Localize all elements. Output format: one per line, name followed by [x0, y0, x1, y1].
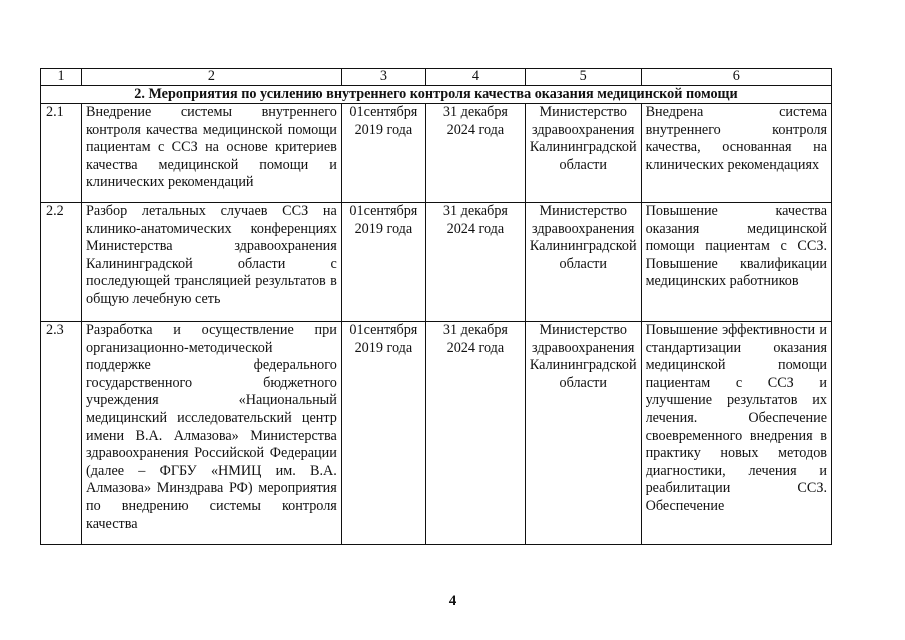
column-number: 1 — [41, 69, 82, 86]
activity-text: Разработка и осуществление при организационно-методической поддержке федерального государственного бюджетного учреждения «Национальный медицинский исследовательский центр имени В.А. Алмазова» Министерства здравоохранения Российской Федерации (далее – ФГБУ «НМИЦ им. В.А. Алмазова» Минздрава РФ) мероприятия по внедрению системы контроля качества — [86, 322, 337, 532]
item-number: 2.2 — [41, 203, 82, 322]
responsible-party: Министерство здравоохранения Калининградской области — [525, 203, 641, 322]
responsible-party: Министерство здравоохранения Калининградской области — [525, 104, 641, 203]
start-date: 01сентября 2019 года — [341, 322, 425, 545]
expected-result: Внедрена система внутреннего контроля качества, основанная на клинических рекомендациях — [641, 104, 831, 203]
end-date: 31 декабря 2024 года — [425, 203, 525, 322]
column-number-row — [41, 69, 832, 86]
item-number: 2.1 — [41, 104, 82, 203]
column-number: 4 — [425, 69, 525, 86]
activity-text: Разбор летальных случаев ССЗ на клинико-анатомических конференциях Министерства здравоохранения Калининградской области с последующей трансляцией результатов в общую лечебную сеть — [82, 203, 342, 322]
page-number: 4 — [448, 593, 457, 609]
end-date: 31 декабря 2024 года — [425, 104, 525, 203]
start-date: 01сентября 2019 года — [341, 104, 425, 203]
end-date: 31 декабря 2024 года — [425, 322, 525, 545]
column-number: 3 — [341, 69, 425, 86]
start-date: 01сентября 2019 года — [341, 203, 425, 322]
column-number: 2 — [82, 69, 342, 86]
responsible-party: Министерство здравоохранения Калининградской области — [525, 322, 641, 545]
expected-result: Повышение качества оказания медицинской помощи пациентам с ССЗ. Повышение квалификации медицинских работников — [641, 203, 831, 322]
column-number: 6 — [641, 69, 831, 86]
section-title: 2. Мероприятия по усилению внутреннего контроля качества оказания медицинской помощи — [41, 86, 832, 104]
column-number: 5 — [525, 69, 641, 86]
section-heading-row — [41, 86, 832, 104]
table-row — [41, 104, 832, 203]
activity-cell — [82, 322, 342, 545]
expected-result: Повышение эффективности и стандартизации оказания медицинской помощи пациентам с ССЗ и улучшение результатов их лечения. Обеспечение своевременного внедрения в практику новых методов диагностики, лечения и реабилитации ССЗ. Обеспечение — [645, 322, 827, 514]
item-number: 2.3 — [41, 322, 82, 545]
table-row — [41, 322, 832, 545]
result-cell — [641, 322, 831, 545]
measures-table — [40, 68, 832, 545]
table-row — [41, 203, 832, 322]
activity-text: Внедрение системы внутреннего контроля качества медицинской помощи пациентам с ССЗ на основе критериев качества медицинской помощи и клинических рекомендаций — [82, 104, 342, 203]
